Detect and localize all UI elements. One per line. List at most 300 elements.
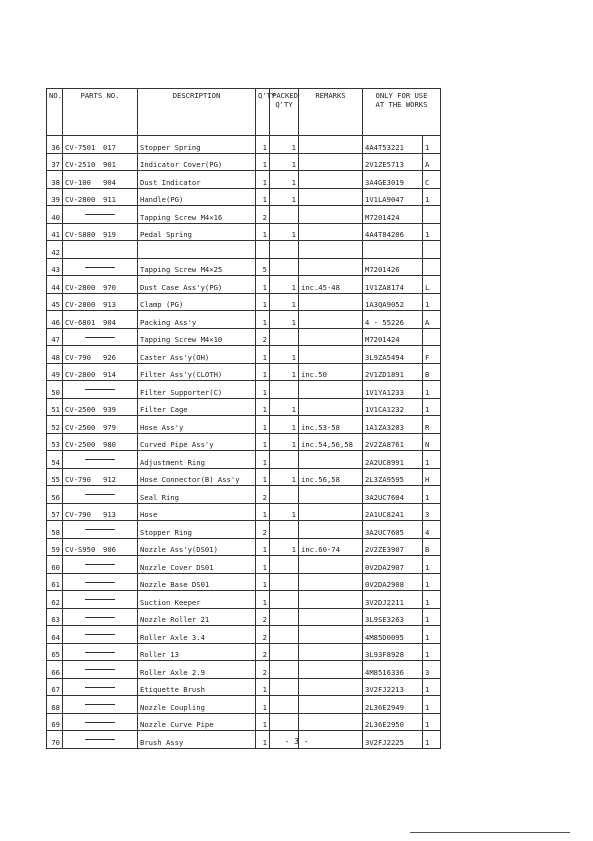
row-works-code: 2L3ZA9595: [363, 468, 423, 486]
row-parts-no: [63, 153, 138, 171]
parts-no-dash: [85, 704, 115, 705]
row-works-code: 3L9ZA5494: [363, 346, 423, 364]
row-works-mark: 1: [423, 678, 441, 696]
row-works-code: 1V1CA1232: [363, 398, 423, 416]
row-remarks: [299, 346, 363, 364]
row-no: 58: [47, 521, 63, 539]
row-works-code: 0V2DA2908: [363, 573, 423, 591]
row-works-code: 2V1ZE5713: [363, 153, 423, 171]
table-row: [47, 416, 441, 434]
table-row: [47, 311, 441, 329]
row-parts-no: [63, 486, 138, 504]
table-row: [47, 188, 441, 206]
row-packed-qty: [270, 206, 299, 224]
parts-no-prefix: CV-100: [65, 177, 91, 187]
parts-no-suffix: 939: [103, 405, 116, 414]
row-remarks: [299, 643, 363, 661]
row-no: 62: [47, 591, 63, 609]
row-remarks: [299, 503, 363, 521]
row-works-mark: 1: [423, 731, 441, 749]
row-works-code: 1V1LA9047: [363, 188, 423, 206]
row-qty: 2: [256, 643, 270, 661]
row-description: Packing Ass'y: [138, 311, 256, 329]
row-qty: 2: [256, 608, 270, 626]
row-remarks: [299, 223, 363, 241]
row-works-mark: 1: [423, 626, 441, 644]
row-qty: 2: [256, 521, 270, 539]
header-qty: Q'TY: [256, 89, 270, 136]
row-packed-qty: 1: [270, 416, 299, 434]
row-remarks: [299, 293, 363, 311]
row-description: Pedal Spring: [138, 223, 256, 241]
row-parts-no: [63, 696, 138, 714]
row-packed-qty: [270, 591, 299, 609]
row-qty: 2: [256, 328, 270, 346]
row-no: 42: [47, 241, 63, 259]
parts-no-prefix: CV-6801: [65, 317, 96, 327]
row-works-code: 3V2FJ2213: [363, 678, 423, 696]
row-packed-qty: [270, 241, 299, 259]
row-no: 53: [47, 433, 63, 451]
row-description: Tapping Screw M4×10: [138, 328, 256, 346]
row-works-mark: 1: [423, 556, 441, 574]
header-works-line2: AT THE WORKS: [375, 100, 428, 109]
parts-no-prefix: CV-S880: [65, 230, 96, 239]
row-works-code: 0V2DA2907: [363, 556, 423, 574]
row-packed-qty: 1: [270, 468, 299, 486]
row-packed-qty: [270, 556, 299, 574]
row-qty: 1: [256, 276, 270, 294]
row-packed-qty: [270, 451, 299, 469]
row-remarks: [299, 521, 363, 539]
row-parts-no: [63, 713, 138, 731]
parts-no-dash: [85, 564, 115, 565]
row-works-mark: 1: [423, 451, 441, 469]
parts-no-suffix: 017: [103, 142, 116, 152]
parts-no-prefix: CV-2800: [65, 370, 96, 379]
parts-no-dash: [85, 494, 115, 495]
row-remarks: inc.53-58: [299, 416, 363, 434]
row-works-code: 3A2UC7605: [363, 521, 423, 539]
row-description: Tapping Screw M4×25: [138, 258, 256, 276]
table-row: [47, 328, 441, 346]
parts-no-prefix: CV-790: [65, 352, 91, 362]
row-remarks: inc.50: [299, 363, 363, 381]
parts-list-table: [46, 88, 441, 749]
row-works-mark: F: [423, 346, 441, 364]
row-remarks: [299, 241, 363, 259]
table-row: [47, 573, 441, 591]
row-no: 41: [47, 223, 63, 241]
row-works-code: 4A4T53221: [363, 136, 423, 154]
table-row: [47, 468, 441, 486]
row-no: 60: [47, 556, 63, 574]
row-qty: [256, 241, 270, 259]
row-no: 63: [47, 608, 63, 626]
row-remarks: [299, 258, 363, 276]
table-row: [47, 223, 441, 241]
row-no: 45: [47, 293, 63, 311]
row-no: 55: [47, 468, 63, 486]
row-description: Suction Keeper: [138, 591, 256, 609]
row-qty: 2: [256, 206, 270, 224]
row-qty: 1: [256, 556, 270, 574]
parts-no-dash: [85, 617, 115, 618]
row-works-code: 2A2UC8991: [363, 451, 423, 469]
row-works-mark: 1: [423, 486, 441, 504]
table-row: [47, 153, 441, 171]
row-works-code: M7201424: [363, 206, 423, 224]
parts-no-dash: [85, 669, 115, 670]
parts-no-dash: [85, 389, 115, 390]
table-row: [47, 643, 441, 661]
row-works-code: 1V1YA1233: [363, 381, 423, 399]
row-works-mark: [423, 328, 441, 346]
row-works-mark: 4: [423, 521, 441, 539]
row-description: Hose: [138, 503, 256, 521]
row-packed-qty: 1: [270, 136, 299, 154]
row-parts-no: [63, 171, 138, 189]
parts-no-suffix: 912: [103, 475, 116, 484]
parts-no-suffix: 911: [103, 195, 116, 204]
row-packed-qty: 1: [270, 503, 299, 521]
row-remarks: [299, 556, 363, 574]
row-works-mark: 1: [423, 573, 441, 591]
row-packed-qty: [270, 328, 299, 346]
parts-no-suffix: 980: [103, 440, 116, 449]
parts-no-dash: [85, 599, 115, 600]
row-no: 57: [47, 503, 63, 521]
row-packed-qty: 1: [270, 171, 299, 189]
row-parts-no: [63, 521, 138, 539]
parts-no-dash: [85, 529, 115, 530]
row-works-code: 4A4T84206: [363, 223, 423, 241]
row-description: Filter Ass'y(CLOTH): [138, 363, 256, 381]
table-row: [47, 171, 441, 189]
row-no: 64: [47, 626, 63, 644]
row-qty: 1: [256, 311, 270, 329]
table-row: [47, 591, 441, 609]
row-parts-no: [63, 276, 138, 294]
row-qty: 1: [256, 293, 270, 311]
header-parts-no: PARTS NO.: [63, 89, 138, 136]
row-packed-qty: 1: [270, 346, 299, 364]
row-qty: 1: [256, 538, 270, 556]
table-row: [47, 381, 441, 399]
row-remarks: [299, 696, 363, 714]
row-works-code: 3L9SE3263: [363, 608, 423, 626]
row-no: 65: [47, 643, 63, 661]
table-row: [47, 258, 441, 276]
parts-no-prefix: CV-2800: [65, 300, 96, 309]
table-row: [47, 206, 441, 224]
table-row: [47, 433, 441, 451]
row-works-mark: 1: [423, 591, 441, 609]
parts-no-dash: [85, 722, 115, 723]
row-packed-qty: 1: [270, 153, 299, 171]
row-no: 50: [47, 381, 63, 399]
table-row: [47, 556, 441, 574]
header-works-line1: ONLY FOR USE: [375, 91, 428, 100]
parts-no-dash: [85, 634, 115, 635]
row-works-code: 4 - 55226: [363, 311, 423, 329]
row-description: Roller 13: [138, 643, 256, 661]
parts-no-suffix: 906: [103, 545, 116, 554]
parts-no-dash: [85, 652, 115, 653]
row-works-mark: 1: [423, 713, 441, 731]
row-parts-no: [63, 573, 138, 591]
row-parts-no: [63, 381, 138, 399]
header-packed-line2: Q'TY: [275, 100, 293, 109]
row-remarks: [299, 591, 363, 609]
row-description: Curved Pipe Ass'y: [138, 433, 256, 451]
row-parts-no: [63, 661, 138, 679]
row-qty: 1: [256, 503, 270, 521]
parts-no-prefix: CV-7501: [65, 142, 96, 152]
row-packed-qty: [270, 573, 299, 591]
header-description: DESCRIPTION: [138, 89, 256, 136]
row-parts-no: [63, 678, 138, 696]
row-qty: 2: [256, 626, 270, 644]
parts-no-suffix: 901: [103, 160, 116, 169]
row-qty: 1: [256, 171, 270, 189]
row-qty: 1: [256, 573, 270, 591]
row-remarks: [299, 206, 363, 224]
row-description: Nozzle Curve Pipe: [138, 713, 256, 731]
row-parts-no: [63, 328, 138, 346]
row-works-mark: 1: [423, 398, 441, 416]
row-works-mark: 1: [423, 381, 441, 399]
parts-no-prefix: CV-790: [65, 475, 91, 484]
row-works-code: 4M85D0095: [363, 626, 423, 644]
row-works-mark: [423, 206, 441, 224]
row-qty: 1: [256, 468, 270, 486]
row-parts-no: [63, 503, 138, 521]
row-no: 44: [47, 276, 63, 294]
row-works-mark: A: [423, 311, 441, 329]
row-remarks: [299, 328, 363, 346]
row-works-mark: 3: [423, 503, 441, 521]
header-remarks: REMARKS: [299, 89, 363, 136]
row-works-mark: B: [423, 538, 441, 556]
row-works-code: 3V2DJ2211: [363, 591, 423, 609]
parts-no-suffix: 919: [103, 230, 116, 239]
row-qty: 2: [256, 661, 270, 679]
row-works-code: 3V2FJ2225: [363, 731, 423, 749]
row-works-mark: 1: [423, 223, 441, 241]
row-no: 39: [47, 188, 63, 206]
header-packed-qty: [270, 89, 299, 136]
row-works-code: 3A2UC7604: [363, 486, 423, 504]
table-row: [47, 241, 441, 259]
row-no: 40: [47, 206, 63, 224]
row-qty: 1: [256, 696, 270, 714]
row-packed-qty: 1: [270, 293, 299, 311]
row-no: 67: [47, 678, 63, 696]
row-parts-no: [63, 608, 138, 626]
table-row: [47, 538, 441, 556]
row-works-mark: 3: [423, 661, 441, 679]
row-remarks: [299, 153, 363, 171]
row-remarks: [299, 573, 363, 591]
row-remarks: inc.54,56,58: [299, 433, 363, 451]
row-qty: 1: [256, 433, 270, 451]
row-qty: 1: [256, 153, 270, 171]
row-works-code: 2L36E2949: [363, 696, 423, 714]
parts-no-dash: [85, 582, 115, 583]
row-remarks: [299, 171, 363, 189]
row-packed-qty: 1: [270, 433, 299, 451]
header-packed-line1: PACKED: [272, 91, 298, 100]
row-description: Hose Ass'y: [138, 416, 256, 434]
parts-no-dash: [85, 687, 115, 688]
row-description: Caster Ass'y(OH): [138, 346, 256, 364]
row-works-code: M7201426: [363, 258, 423, 276]
row-remarks: [299, 311, 363, 329]
row-remarks: inc.45-48: [299, 276, 363, 294]
row-description: Etiquette Brush: [138, 678, 256, 696]
row-packed-qty: [270, 381, 299, 399]
table-row: [47, 398, 441, 416]
row-parts-no: [63, 241, 138, 259]
row-description: Handle(PG): [138, 188, 256, 206]
row-works-mark: C: [423, 171, 441, 189]
row-works-code: 2V1ZD1891: [363, 363, 423, 381]
row-description: Roller Axle 2.9: [138, 661, 256, 679]
row-no: 49: [47, 363, 63, 381]
row-parts-no: [63, 258, 138, 276]
row-qty: 1: [256, 451, 270, 469]
row-description: Nozzle Base DS01: [138, 573, 256, 591]
row-packed-qty: [270, 713, 299, 731]
row-description: Nozzle Coupling: [138, 696, 256, 714]
row-works-code: 4M8516336: [363, 661, 423, 679]
row-description: [138, 241, 256, 259]
table-row: [47, 713, 441, 731]
row-qty: 1: [256, 223, 270, 241]
row-remarks: [299, 486, 363, 504]
row-description: Roller Axle 3.4: [138, 626, 256, 644]
row-no: 66: [47, 661, 63, 679]
row-works-mark: 1: [423, 696, 441, 714]
row-works-mark: B: [423, 363, 441, 381]
row-parts-no: [63, 556, 138, 574]
row-parts-no: [63, 223, 138, 241]
row-description: Stopper Spring: [138, 136, 256, 154]
parts-no-suffix: 970: [103, 282, 116, 292]
row-no: 38: [47, 171, 63, 189]
row-no: 37: [47, 153, 63, 171]
row-packed-qty: [270, 678, 299, 696]
row-works-mark: A: [423, 153, 441, 171]
row-remarks: [299, 381, 363, 399]
row-packed-qty: 1: [270, 276, 299, 294]
row-parts-no: [63, 206, 138, 224]
row-works-mark: 1: [423, 608, 441, 626]
row-no: 56: [47, 486, 63, 504]
row-qty: 1: [256, 136, 270, 154]
row-works-code: 3L93F8928: [363, 643, 423, 661]
row-works-code: 2L36E2950: [363, 713, 423, 731]
row-qty: 1: [256, 363, 270, 381]
row-qty: 1: [256, 398, 270, 416]
header-no: NO.: [47, 89, 63, 136]
row-works-mark: [423, 258, 441, 276]
table-row: [47, 696, 441, 714]
row-remarks: [299, 608, 363, 626]
row-qty: 1: [256, 731, 270, 749]
row-parts-no: [63, 626, 138, 644]
parts-no-suffix: 926: [103, 352, 116, 362]
row-works-code: 2A1UC8241: [363, 503, 423, 521]
header-works-use: [363, 89, 441, 136]
row-works-code: 1A3QA9052: [363, 293, 423, 311]
row-description: Brush Assy: [138, 731, 256, 749]
row-packed-qty: [270, 486, 299, 504]
row-description: Stopper Ring: [138, 521, 256, 539]
row-works-code: 3A4GE3019: [363, 171, 423, 189]
row-works-mark: R: [423, 416, 441, 434]
row-parts-no: [63, 363, 138, 381]
parts-no-prefix: CV-S950: [65, 545, 96, 554]
row-parts-no: [63, 293, 138, 311]
table-row: [47, 276, 441, 294]
parts-no-prefix: CV-790: [65, 510, 91, 519]
row-remarks: [299, 678, 363, 696]
row-packed-qty: [270, 258, 299, 276]
row-no: 43: [47, 258, 63, 276]
row-works-code: [363, 241, 423, 259]
parts-no-dash: [85, 459, 115, 460]
row-no: 52: [47, 416, 63, 434]
table-row: [47, 678, 441, 696]
row-packed-qty: [270, 626, 299, 644]
row-no: 47: [47, 328, 63, 346]
row-parts-no: [63, 433, 138, 451]
row-parts-no: [63, 136, 138, 154]
row-parts-no: [63, 311, 138, 329]
parts-no-suffix: 913: [103, 510, 116, 519]
row-qty: 5: [256, 258, 270, 276]
parts-no-prefix: CV-2510: [65, 160, 96, 169]
parts-no-prefix: CV-2500: [65, 405, 96, 414]
table-row: [47, 363, 441, 381]
row-packed-qty: [270, 608, 299, 626]
row-remarks: inc.60-74: [299, 538, 363, 556]
row-description: Nozzle Roller 21: [138, 608, 256, 626]
row-works-code: 2V2ZA8761: [363, 433, 423, 451]
row-description: Indicator Cover(PG): [138, 153, 256, 171]
row-description: Filter Cage: [138, 398, 256, 416]
row-works-mark: [423, 241, 441, 259]
parts-no-prefix: CV-2500: [65, 440, 96, 449]
table-row: [47, 486, 441, 504]
row-no: 69: [47, 713, 63, 731]
row-remarks: [299, 661, 363, 679]
row-works-mark: H: [423, 468, 441, 486]
row-description: Seal Ring: [138, 486, 256, 504]
row-remarks: inc.56,58: [299, 468, 363, 486]
row-description: Dust Indicator: [138, 171, 256, 189]
row-qty: 1: [256, 678, 270, 696]
table-row: [47, 608, 441, 626]
table-row: [47, 451, 441, 469]
row-works-mark: L: [423, 276, 441, 294]
row-no: 46: [47, 311, 63, 329]
bottom-rule: [410, 832, 570, 833]
row-works-code: 1A1ZA3203: [363, 416, 423, 434]
parts-no-prefix: CV-2800: [65, 195, 96, 204]
